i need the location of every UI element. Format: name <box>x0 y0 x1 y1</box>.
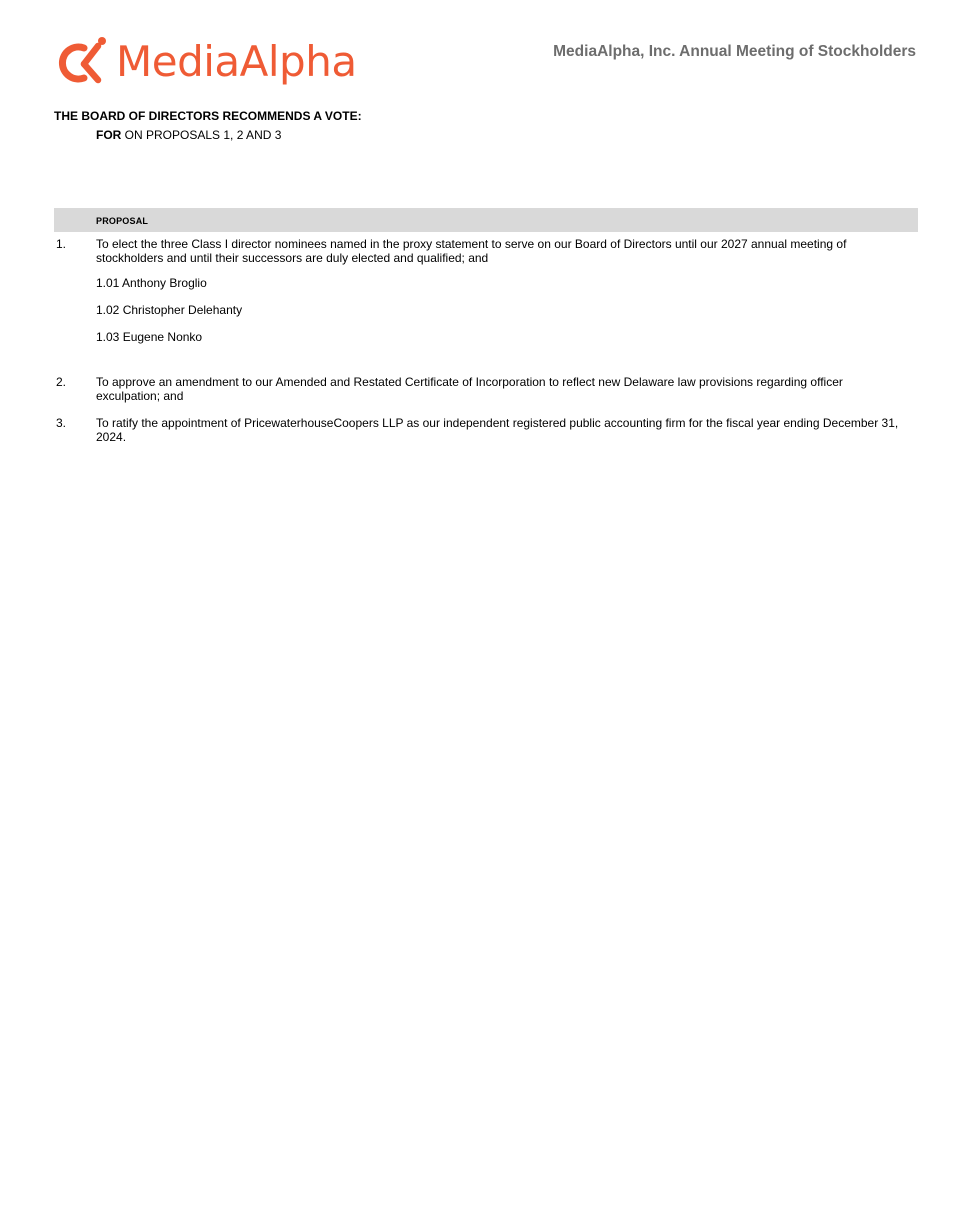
proposal-header-bar <box>54 208 918 232</box>
proposal-number: 2. <box>56 375 67 389</box>
for-proposals-text: ON PROPOSALS 1, 2 AND 3 <box>121 128 282 142</box>
nominee-1-02: 1.02 Christopher Delehanty <box>96 303 243 317</box>
mediaalpha-logo-mark-icon <box>54 34 112 90</box>
proposal-number: 3. <box>56 416 67 430</box>
for-label: FOR <box>96 128 122 142</box>
proposal-header-label: PROPOSAL <box>96 216 149 226</box>
proposal-number: 1. <box>56 237 67 251</box>
board-recommendation-line <box>96 128 281 142</box>
proposal-text: To approve an amendment to our Amended and Restated Certificate of Incorporation to reflect new Delaware law provisions regarding officer exculpation; and <box>96 375 843 403</box>
nominee-1-01: 1.01 Anthony Broglio <box>96 276 207 290</box>
logo-wordmark: MediaAlpha <box>116 37 357 86</box>
proposal-text: To elect the three Class I director nominees named in the proxy statement to serve on our Board of Directors until our 2027 annual meeting of stockholders and until their successors are duly elected and qualified; and <box>96 237 847 265</box>
board-recommendation-heading: THE BOARD OF DIRECTORS RECOMMENDS A VOTE: <box>54 109 362 123</box>
company-logo <box>54 34 374 90</box>
meeting-title: MediaAlpha, Inc. Annual Meeting of Stockholders <box>553 43 916 60</box>
proposal-text: To ratify the appointment of PricewaterhouseCoopers LLP as our independent registered public accounting firm for the fiscal year ending December 31, 2024. <box>96 416 899 444</box>
nominee-1-03: 1.03 Eugene Nonko <box>96 330 203 344</box>
